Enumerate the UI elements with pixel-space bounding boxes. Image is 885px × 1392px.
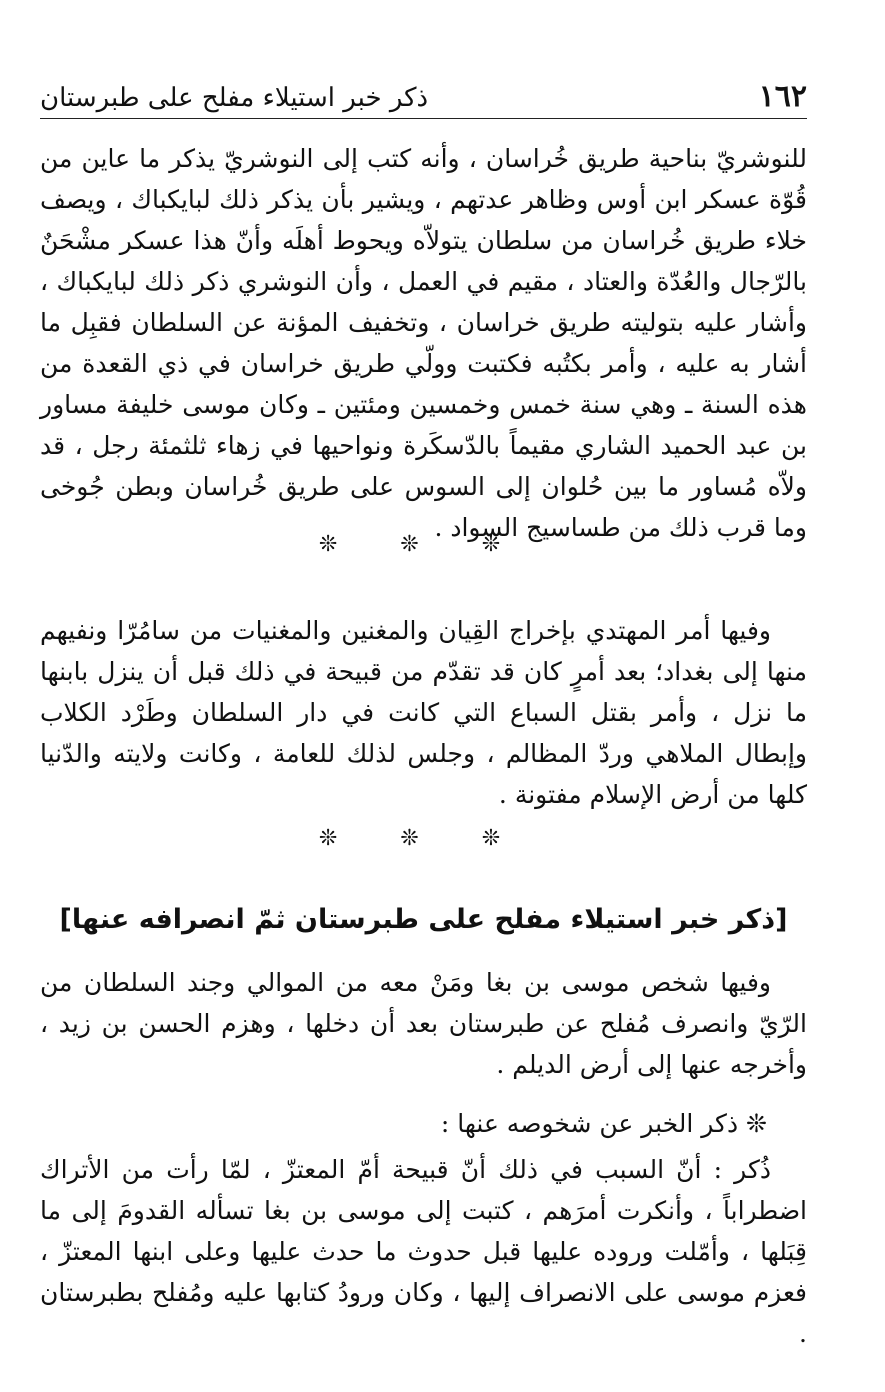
section-heading: [ذكر خبر استيلاء مفلح على طبرستان ثمّ انصرافه عنها] — [59, 904, 788, 935]
running-title: ذكر خبر استيلاء مفلح على طبرستان — [40, 83, 429, 113]
ornament-separator-2: ❊ ❊ ❊ — [318, 826, 529, 851]
page-number: ١٦٢ — [758, 79, 807, 114]
paragraph-1: للنوشريّ بناحية طريق خُراسان ، وأنه كتب إلى النوشريّ يذكر ما عاين من قُوّة عسكر ابن أوس وظاهر عدتهم ، ويشير بأن يذكر ذلك لبايكباك ، ويصف خلاء طريق خُراسان من سلطان يتولاّه ويحوط أهلَه وأنّ هذا عسكر مشْحَنٌ بالرّجال والعُدّة والعتاد ، مقيم في العمل ، وأن النوشري ذكر ذلك لبايكباك ، وأشار عليه بتوليته طريق خراسان ، وتخفيف المؤنة عن السلطان فقبِل ما أشار به عليه ، وأمر بكتُبه فكتبت وولّي طريق خراسان في ذي القعدة من هذه السنة ـ وهي سنة خمس وخمسين ومئتين ـ وكان موسى خليفة مساور بن عبد الحميد الشاري مقيماً بالدّسكَرة ونواحيها في زهاء ثلثمئة رجل ، قد ولاّه مُساور ما بين حُلوان إلى السوس على طريق خُراسان وبطن جُوخى وما قرب ذلك من طساسيج السواد . — [40, 144, 807, 542]
paragraph-2: وفيها أمر المهتدي بإخراج القِيان والمغنين والمغنيات من سامُرّا ونفيهم منها إلى بغداد؛ بعد أمرٍ كان قد تقدّم من قبيحة في ذلك قبل أن ينزل بابنها ما نزل ، وأمر بقتل السباع التي كانت في دار السلطان وطَرْد الكلاب وإبطال الملاهي وردّ المظالم ، وجلس لذلك للعامة ، وكانت ولايته والدّنيا كلها من أرض الإسلام مفتونة . — [40, 616, 807, 809]
ornament-separator-1: ❊ ❊ ❊ — [318, 532, 529, 557]
paragraph-3: وفيها شخص موسى بن بغا ومَنْ معه من الموالي وجند السلطان من الرّيّ وانصرف مُفلح عن طبرستان بعد أن دخلها ، وهزم الحسن بن زيد ، وأخرجه عنها إلى أرض الديلم . — [40, 968, 807, 1079]
page-header — [40, 78, 807, 119]
paragraph-5: ذُكر : أنّ السبب في ذلك أنّ قبيحة أمّ المعتزّ ، لمّا رأت من الأتراك اضطراباً ، وأنكرت أمرَهم ، كتبت إلى موسى بن بغا تسأله القدومَ إلى ما قِبَلها ، وأمّلت وروده عليها قبل حدوث ما حدث عليها وعلى ابنها المعتزّ ، فعزم موسى على الانصراف إليها ، وكان ورودُ كتابها عليه ومُفلح بطبرستان . — [40, 1155, 807, 1348]
subheading-report: ❊ ذكر الخبر عن شخوصه عنها : — [440, 1109, 767, 1138]
